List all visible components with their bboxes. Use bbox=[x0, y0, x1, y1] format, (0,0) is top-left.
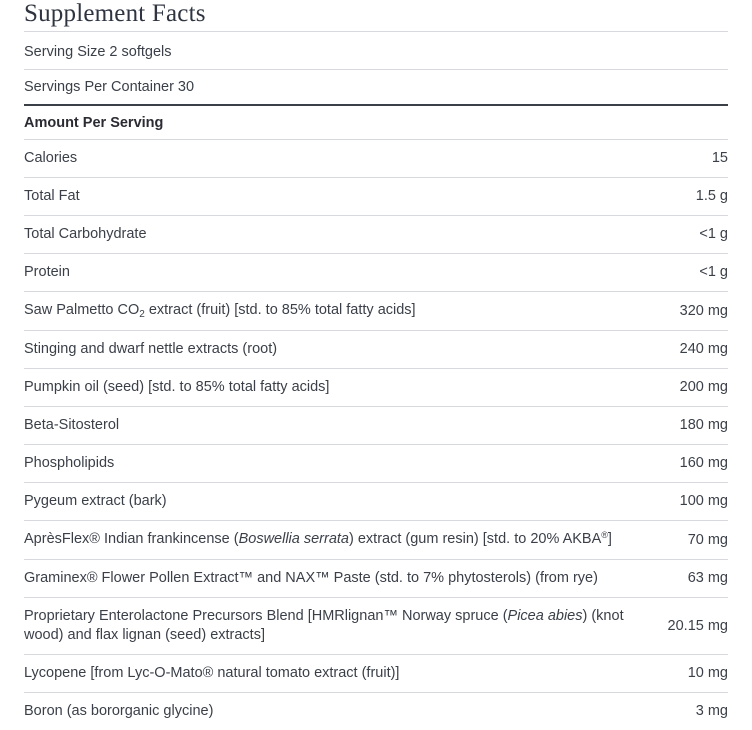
nutrient-amount: 100 mg bbox=[636, 483, 728, 521]
nutrient-amount: 70 mg bbox=[636, 521, 728, 560]
table-row bbox=[24, 292, 728, 331]
nutrient-name: Total Fat bbox=[24, 178, 636, 216]
nutrient-name: Saw Palmetto $CO_2$ extract (fruit) [std. to 85% total fatty acids] bbox=[24, 292, 636, 331]
serving-size-text: Serving Size 2 softgels bbox=[24, 32, 728, 69]
nutrient-amount: 20.15 mg bbox=[636, 598, 728, 655]
nutrient-amount: 1.5 g bbox=[636, 178, 728, 216]
table-row bbox=[24, 178, 728, 216]
nutrient-name: Pygeum extract (bark) bbox=[24, 483, 636, 521]
nutrient-name: Protein bbox=[24, 254, 636, 292]
servings-per-container-text: Servings Per Container 30 bbox=[24, 70, 728, 104]
nutrient-amount: 10 mg bbox=[636, 655, 728, 693]
nutrient-name: Proprietary Enterolactone Precursors Blend [HMRlignan™ Norway spruce (Picea abies) (knot wood) and flax lignan (seed) extracts] bbox=[24, 598, 636, 655]
nutrient-name: Phospholipids bbox=[24, 445, 636, 483]
table-row bbox=[24, 254, 728, 292]
title-block bbox=[24, 0, 728, 31]
nutrient-name: AprèsFlex® Indian frankincense (Boswellia serrata) extract (gum resin) [std. to 20% AKBA®] bbox=[24, 521, 636, 560]
page-title: Supplement Facts bbox=[24, 0, 728, 31]
nutrient-name: Calories bbox=[24, 140, 636, 178]
table-row bbox=[24, 407, 728, 445]
nutrient-table bbox=[24, 140, 728, 730]
nutrient-amount: 63 mg bbox=[636, 560, 728, 598]
table-row bbox=[24, 693, 728, 730]
nutrient-amount: 160 mg bbox=[636, 445, 728, 483]
table-row bbox=[24, 369, 728, 407]
nutrient-amount: 3 mg bbox=[636, 693, 728, 730]
table-row bbox=[24, 140, 728, 178]
nutrient-amount: 15 bbox=[636, 140, 728, 178]
nutrient-name: Stinging and dwarf nettle extracts (root) bbox=[24, 331, 636, 369]
table-row bbox=[24, 560, 728, 598]
nutrient-name: Boron (as bororganic glycine) bbox=[24, 693, 636, 730]
nutrient-name: Lycopene [from Lyc-O-Mato® natural tomato extract (fruit)] bbox=[24, 655, 636, 693]
nutrient-name: Pumpkin oil (seed) [std. to 85% total fatty acids] bbox=[24, 369, 636, 407]
nutrient-amount: 320 mg bbox=[636, 292, 728, 331]
amount-per-serving-header: Amount Per Serving bbox=[24, 106, 728, 139]
table-row bbox=[24, 521, 728, 560]
table-row bbox=[24, 598, 728, 655]
nutrient-name: Total Carbohydrate bbox=[24, 216, 636, 254]
table-row bbox=[24, 655, 728, 693]
nutrient-name: Beta-Sitosterol bbox=[24, 407, 636, 445]
table-row bbox=[24, 483, 728, 521]
nutrient-amount: <1 g bbox=[636, 216, 728, 254]
nutrient-name: Graminex® Flower Pollen Extract™ and NAX™ Paste (std. to 7% phytosterols) (from rye) bbox=[24, 560, 636, 598]
table-row bbox=[24, 445, 728, 483]
nutrient-amount: 200 mg bbox=[636, 369, 728, 407]
nutrient-amount: 240 mg bbox=[636, 331, 728, 369]
nutrient-amount: 180 mg bbox=[636, 407, 728, 445]
nutrient-amount: <1 g bbox=[636, 254, 728, 292]
table-row bbox=[24, 331, 728, 369]
table-row bbox=[24, 216, 728, 254]
